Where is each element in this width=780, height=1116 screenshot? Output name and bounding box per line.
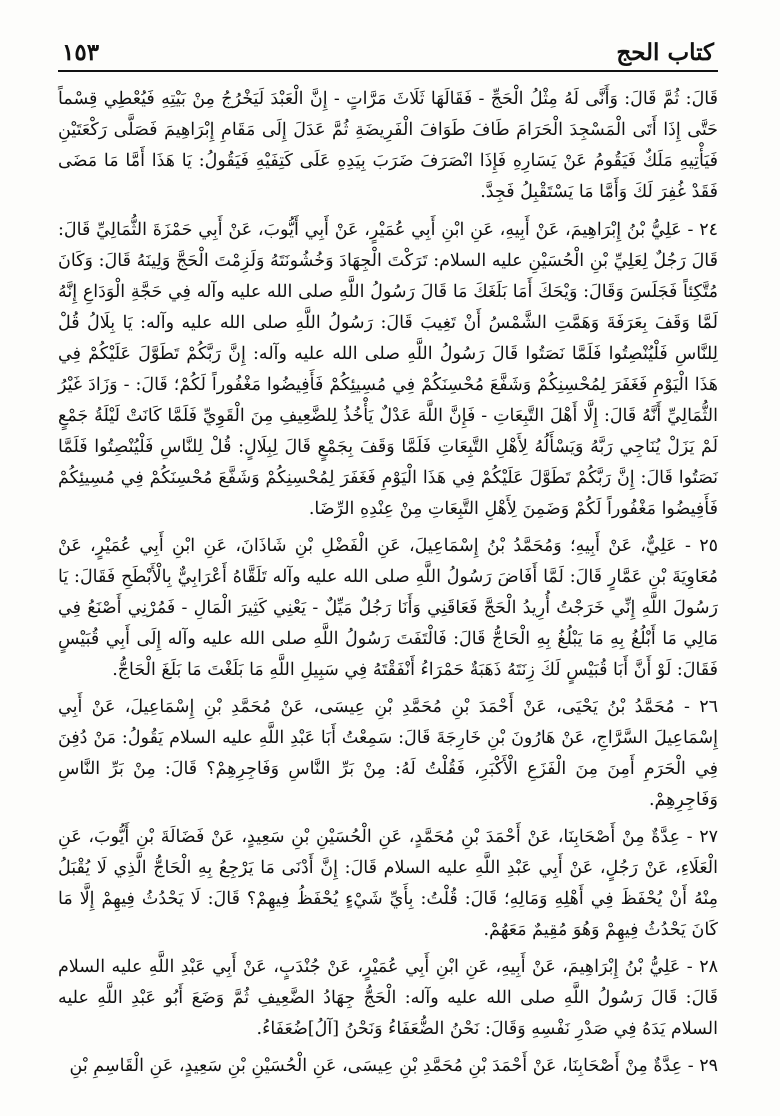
hadith-24: ٢٤ - عَلِيُّ بْنُ إِبْرَاهِيمَ، عَنْ أَبِيهِ، عَنِ ابْنِ أَبِي عُمَيْرٍ، عَنْ أَبِي أَيُّوبَ، عَنْ أَبِي حَمْزَةَ الثُّمَالِيِّ قَالَ: قَالَ رَجُلٌ لِعَلِيِّ بْنِ الْحُسَيْنِ عليه السلام: تَرَكْتَ الْجِهَادَ وَخُشُونَتَهُ وَلَزِمْتَ الْحَجَّ وَلِينَهُ قَالَ: وَكَانَ مُتَّكِئاً فَجَلَسَ وَقَالَ: وَيْحَكَ أَمَا بَلَغَكَ مَا قَالَ رَسُولُ اللَّهِ صلى الله عليه وآله فِي حَجَّةِ الْوَدَاعِ إِنَّهُ لَمَّا وَقَفَ بِعَرَفَةَ وَهَمَّتِ الشَّمْسُ أَنْ تَغِيبَ قَالَ: رَسُولُ اللَّهِ صلى الله عليه وآله: يَا بِلَالُ قُلْ لِلنَّاسِ فَلْيُنْصِتُوا فَلَمَّا نَصَتُوا قَالَ رَسُولُ اللَّهِ صلى الله عليه وآله: إِنَّ رَبَّكُمْ تَطَوَّلَ عَلَيْكُمْ فِي هَذَا الْيَوْمِ فَغَفَرَ لِمُحْسِنِكُمْ وَشَفَّعَ مُحْسِنَكُمْ فِي مُسِيئِكُمْ فَأَفِيضُوا مَغْفُوراً لَكُمْ؛ قَالَ: - وَزَادَ غَيْرُ الثُّمَالِيِّ أَنَّهُ قَالَ: إِلَّا أَهْلَ التَّبِعَاتِ - فَإِنَّ اللَّهَ عَدْلٌ يَأْخُذُ لِلضَّعِيفِ مِنَ الْقَوِيِّ فَلَمَّا كَانَتْ لَيْلَةُ جَمْعٍ لَمْ يَزَلْ يُنَاجِي رَبَّهُ وَيَسْأَلُهُ لِأَهْلِ التَّبِعَاتِ فَلَمَّا وَقَفَ بِجَمْعٍ قَالَ لِبِلَالٍ: قُلْ لِلنَّاسِ فَلْيُنْصِتُوا فَلَمَّا نَصَتُوا قَالَ: إِنَّ رَبَّكُمْ تَطَوَّلَ عَلَيْكُمْ فِي هَذَا الْيَوْمِ فَغَفَرَ لِمُحْسِنِكُمْ وَشَفَّعَ مُحْسِنَكُمْ فِي مُسِيئِكُمْ فَأَفِيضُوا مَغْفُوراً لَكُمْ وَضَمِنَ لِأَهْلِ التَّبِعَاتِ مِنْ عِنْدِهِ الرِّضَا.: [58, 220, 718, 519]
hadith-28: ٢٨ - عَلِيُّ بْنُ إِبْرَاهِيمَ، عَنْ أَبِيهِ، عَنِ ابْنِ أَبِي عُمَيْرٍ، عَنْ جُنْدَبٍ، عَنْ أَبِي عَبْدِ اللَّهِ عليه السلام قَالَ: قَالَ رَسُولُ اللَّهِ صلى الله عليه وآله: الْحَجُّ جِهَادُ الضَّعِيفِ ثُمَّ وَضَعَ أَبُو عَبْدِ اللَّهِ عليه السلام يَدَهُ فِي صَدْرِ نَفْسِهِ وَقَالَ: نَحْنُ الضُّعَفَاءُ وَنَحْنُ [آلُ]ضُعَفَاءُ.: [58, 957, 718, 1039]
page-body: [58, 84, 718, 1082]
hadith-continuation: قَالَ: ثُمَّ قَالَ: وَأَنَّى لَهُ مِثْلُ الْحَجِّ - فَقَالَهَا ثَلَاثَ مَرَّاتٍ - إِنَّ الْعَبْدَ لَيَخْرُجُ مِنْ بَيْتِهِ فَيُعْطِي قِسْماً حَتَّى إِذَا أَتَى الْمَسْجِدَ الْحَرَامَ طَافَ طَوَافَ الْفَرِيضَةِ ثُمَّ عَدَلَ إِلَى مَقَامِ إِبْرَاهِيمَ فَصَلَّى رَكْعَتَيْنِ فَيَأْتِيهِ مَلَكٌ فَيَقُومُ عَنْ يَسَارِهِ فَإِذَا انْصَرَفَ ضَرَبَ بِيَدِهِ عَلَى كَتِفَيْهِ فَيَقُولُ: يَا هَذَا أَمَّا مَا مَضَى فَقَدْ غُفِرَ لَكَ وَأَمَّا مَا يَسْتَقْبِلُ فَجِدَّ.: [58, 89, 718, 202]
hadith-25: ٢٥ - عَلِيٌّ، عَنْ أَبِيهِ؛ وَمُحَمَّدُ بْنُ إِسْمَاعِيلَ، عَنِ الْفَضْلِ بْنِ شَاذَانَ، عَنِ ابْنِ أَبِي عُمَيْرٍ، عَنْ مُعَاوِيَةَ بْنِ عَمَّارٍ قَالَ: لَمَّا أَفَاضَ رَسُولُ اللَّهِ صلى الله عليه وآله تَلَقَّاهُ أَعْرَابِيٌّ بِالْأَبْطَحِ فَقَالَ: يَا رَسُولَ اللَّهِ إِنِّي خَرَجْتُ أُرِيدُ الْحَجَّ فَعَاقَنِي وَأَنَا رَجُلٌ مَيِّلٌ - يَعْنِي كَثِيرَ الْمَالِ - فَمُرْنِي أَصْنَعُ فِي مَالِي مَا أَبْلُغُ بِهِ مَا يَبْلُغُ بِهِ الْحَاجُّ قَالَ: فَالْتَفَتَ رَسُولُ اللَّهِ صلى الله عليه وآله إِلَى أَبِي قُبَيْسٍ فَقَالَ: لَوْ أَنَّ أَبَا قُبَيْسٍ لَكَ زِنَتَهُ ذَهَبَةٌ حَمْرَاءُ أَنْفَقْتَهُ فِي سَبِيلِ اللَّهِ مَا بَلَغْتَ مَا بَلَغَ الْحَاجُّ.: [58, 536, 718, 680]
hadith-27: ٢٧ - عِدَّةٌ مِنْ أَصْحَابِنَا، عَنْ أَحْمَدَ بْنِ مُحَمَّدٍ، عَنِ الْحُسَيْنِ بْنِ سَعِيدٍ، عَنْ فَضَالَةَ بْنِ أَيُّوبَ، عَنِ الْعَلَاءِ، عَنْ رَجُلٍ، عَنْ أَبِي عَبْدِ اللَّهِ عليه السلام قَالَ: إِنَّ أَدْنَى مَا يَرْجِعُ بِهِ الْحَاجُّ الَّذِي لَا يُقْبَلُ مِنْهُ أَنْ يُحْفَظَ فِي أَهْلِهِ وَمَالِهِ؛ قَالَ: قُلْتُ: بِأَيِّ شَيْءٍ يُحْفَظُ فِيهِمْ؟ قَالَ: لَا يَحْدُثُ فِيهِمْ إِلَّا مَا كَانَ يَحْدُثُ فِيهِمْ وَهُوَ مُقِيمٌ مَعَهُمْ.: [58, 827, 718, 940]
header-divider: [58, 70, 718, 72]
running-header: [58, 30, 718, 66]
book-title: كتاب الحج: [616, 39, 714, 66]
page-number: ١٥٣: [62, 39, 100, 66]
hadith-26: ٢٦ - مُحَمَّدُ بْنُ يَحْيَى، عَنْ أَحْمَدَ بْنِ مُحَمَّدِ بْنِ عِيسَى، عَنْ مُحَمَّدِ بْنِ إِسْمَاعِيلَ، عَنْ أَبِي إِسْمَاعِيلَ السَّرَّاجِ، عَنْ هَارُونَ بْنِ خَارِجَةَ قَالَ: سَمِعْتُ أَبَا عَبْدِ اللَّهِ عليه السلام يَقُولُ: مَنْ دُفِنَ فِي الْحَرَمِ أَمِنَ مِنَ الْفَزَعِ الْأَكْبَرِ، فَقُلْتُ لَهُ: مِنْ بَرِّ النَّاسِ وَفَاجِرِهِمْ؟ قَالَ: مِنْ بَرِّ النَّاسِ وَفَاجِرِهِمْ.: [58, 697, 718, 810]
hadith-29: ٢٩ - عِدَّةٌ مِنْ أَصْحَابِنَا، عَنْ أَحْمَدَ بْنِ مُحَمَّدِ بْنِ عِيسَى، عَنِ الْحُسَيْنِ بْنِ سَعِيدٍ، عَنِ الْقَاسِمِ بْنِ: [69, 1056, 718, 1076]
